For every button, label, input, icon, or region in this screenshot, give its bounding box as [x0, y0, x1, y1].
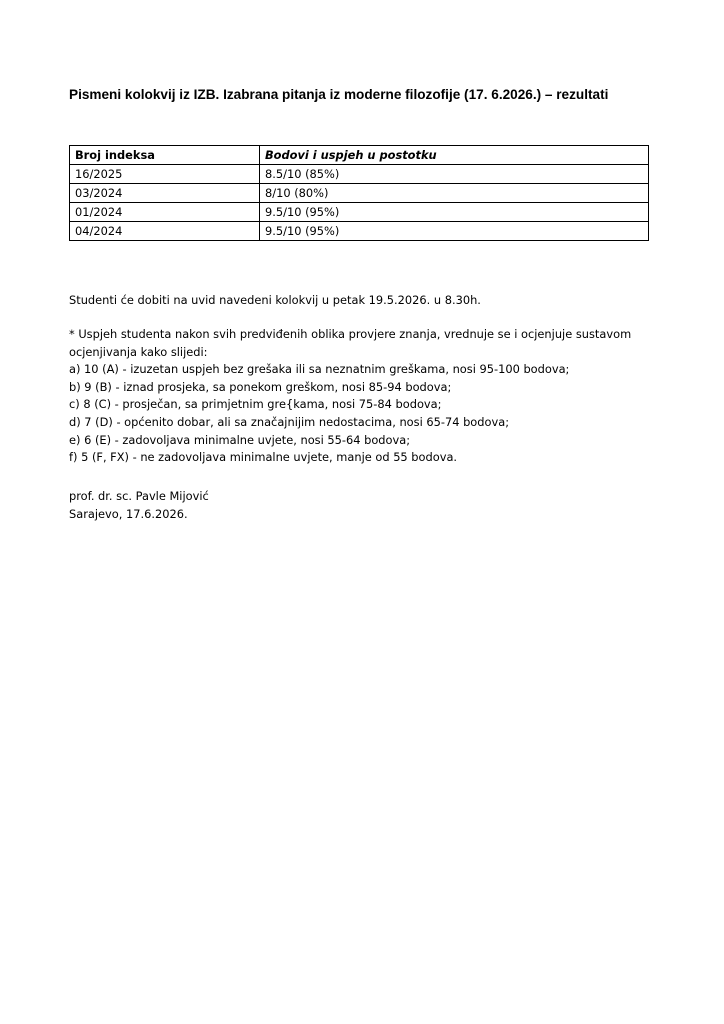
table-row — [70, 184, 649, 203]
signature-block — [69, 488, 669, 523]
cell-points: 9.5/10 (95%) — [260, 222, 649, 241]
cell-points: 9.5/10 (95%) — [260, 203, 649, 222]
grading-intro-line: * Uspjeh studenta nakon svih predviđenih oblika provjere znanja, vrednuje se i ocjenjuje sustavom — [69, 327, 632, 341]
grade-item-a: a) 10 (A) - izuzetan uspjeh bez grešaka ili sa neznatnim greškama, nosi 95-100 bodova; — [69, 362, 570, 377]
cell-index-number: 04/2024 — [70, 222, 260, 241]
grade-item-c: c) 8 (C) - prosječan, sa primjetnim gre{kama, nosi 75-84 bodova; — [69, 397, 442, 412]
cell-points: 8/10 (80%) — [260, 184, 649, 203]
header-index-number: Broj indeksa — [70, 146, 260, 165]
table-row — [70, 203, 649, 222]
cell-index-number: 16/2025 — [70, 165, 260, 184]
grading-scale-note — [69, 326, 669, 467]
cell-points: 8.5/10 (85%) — [260, 165, 649, 184]
signature-name: prof. dr. sc. Pavle Mijović — [69, 489, 209, 503]
exam-review-notice: Studenti će dobiti na uvid navedeni kolokvij u petak 19.5.2026. u 8.30h. — [69, 293, 481, 307]
document-title: Pismeni kolokvij iz IZB. Izabrana pitanja iz moderne filozofije (17. 6.2026.) – rezultati — [69, 87, 609, 102]
cell-index-number: 01/2024 — [70, 203, 260, 222]
header-points-percentage: Bodovi i uspjeh u postotku — [260, 146, 649, 165]
grade-item-b: b) 9 (B) - iznad prosjeka, sa ponekom greškom, nosi 85-94 bodova; — [69, 379, 452, 394]
grade-item-f: f) 5 (F, FX) - ne zadovoljava minimalne uvjete, manje od 55 bodova. — [69, 450, 458, 465]
signature-place-date: Sarajevo, 17.6.2026. — [69, 506, 188, 521]
table-row — [70, 165, 649, 184]
results-table — [69, 145, 649, 241]
cell-index-number: 03/2024 — [70, 184, 260, 203]
table-row — [70, 222, 649, 241]
grade-item-d: d) 7 (D) - općenito dobar, ali sa značajnijim nedostacima, nosi 65-74 bodova; — [69, 414, 510, 429]
grade-item-e: e) 6 (E) - zadovoljava minimalne uvjete, nosi 55-64 bodova; — [69, 432, 411, 447]
grading-intro-line: ocjenjivanja kako slijedi: — [69, 344, 208, 359]
table-header-row — [70, 146, 649, 165]
